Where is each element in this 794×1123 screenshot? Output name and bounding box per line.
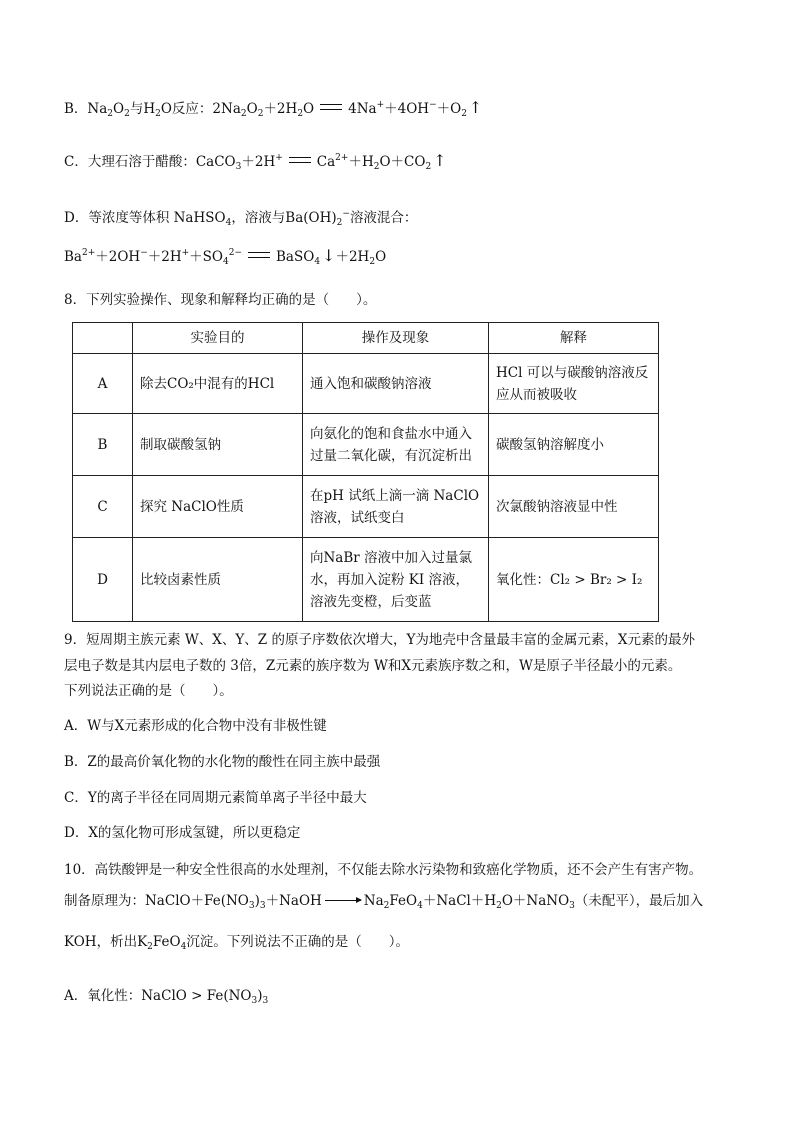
precipitate-down-arrow-icon: ↓ <box>322 246 336 265</box>
q10-option-a: A．氧化性：NaClO > $Fe(NO_3)_3$ <box>64 988 269 1006</box>
header-goal: 实验目的 <box>133 323 303 354</box>
q10-equation-line: 制备原理为：$NaClO+Fe(NO_3)_3+NaOH$ $Na_2FeO_4+NaCl+H_2O+NaNO_3$（未配平），最后加入 <box>64 893 704 911</box>
equals-sign <box>320 104 342 110</box>
row-operation: 在pH 试纸上滴一滴 NaClO溶液，试纸变白 <box>303 476 489 538</box>
row-goal: 除去CO₂中混有的HCl <box>133 354 303 414</box>
q9-option-b: B．Z的最高价氧化物的水化物的酸性在同主族中最强 <box>64 754 381 770</box>
q10-stem-line-3: KOH，析出$K_2FeO_4$沉淀。下列说法不正确的是（ ）。 <box>64 934 410 952</box>
row-goal: 比较卤素性质 <box>133 538 303 622</box>
row-operation: 向氨化的饱和食盐水中通入过量二氧化碳，有沉淀析出 <box>303 414 489 476</box>
q7-option-d: D．等浓度等体积 NaHSO$_4$，溶液与$Ba(OH)_2^-$溶液混合： <box>64 209 418 228</box>
row-label: A <box>73 354 133 414</box>
header-blank <box>73 323 133 354</box>
q8-table <box>72 322 659 622</box>
q10-stem-line-1: 10．高铁酸钾是一种安全性很高的水处理剂，不仅能去除水污染物和致癌化学物质，还不会产生有害产物。 <box>64 862 703 878</box>
q7-option-d-equation: $Ba^{2+}+2OH^-+2H^++SO_4^{2-}$ BaSO$_4$ $↓+2H_2O$ <box>64 246 387 267</box>
row-label: C <box>73 476 133 538</box>
row-explanation: HCl 可以与碳酸钠溶液反应从而被吸收 <box>489 354 659 414</box>
header-operation: 操作及现象 <box>303 323 489 354</box>
header-explanation: 解释 <box>489 323 659 354</box>
q9-stem-line-1: 9．短周期主族元素 W、X、Y、Z 的原子序数依次增大，Y为地壳中含量最丰富的金属元素，X元素的最外 <box>64 632 695 648</box>
row-explanation: 氧化性：Cl₂ > Br₂ > I₂ <box>489 538 659 622</box>
q7-option-c: C．大理石溶于醋酸：CaCO$_3$＋2H+ $Ca^{2+}+H_2O+CO_2$ ↑ <box>64 151 447 172</box>
row-explanation: 碳酸氢钠溶解度小 <box>489 414 659 476</box>
equals-sign <box>289 157 311 163</box>
q9-stem-line-2: 层电子数是其内层电子数的 3倍，Z元素的族序数为 W和X元素族序数之和，W是原子半径最小的元素。 <box>64 658 682 674</box>
q9-stem-line-3: 下列说法正确的是（ ）。 <box>64 683 233 699</box>
row-label: B <box>73 414 133 476</box>
equals-sign <box>248 252 270 258</box>
table-row <box>73 354 659 414</box>
row-operation: 通入饱和碳酸钠溶液 <box>303 354 489 414</box>
table-row <box>73 476 659 538</box>
q9-option-d: D．X的氢化物可形成氢键，所以更稳定 <box>64 825 301 841</box>
row-goal: 制取碳酸氢钠 <box>133 414 303 476</box>
table-header-row <box>73 323 659 354</box>
row-explanation: 次氯酸钠溶液显中性 <box>489 476 659 538</box>
gas-up-arrow-icon: ↑ <box>468 98 483 117</box>
row-operation: 向NaBr 溶液中加入过量氯水，再加入淀粉 KI 溶液，溶液先变橙，后变蓝 <box>303 538 489 622</box>
q7-option-b: B．$Na_2O_2$与$H_2O$反应：$2Na_2O_2+2H_2O$ $4Na^++4OH^-+O_2$ ↑ <box>64 98 483 119</box>
q9-option-c: C．Y的离子半径在同周期元素简单离子半径中最大 <box>64 790 367 806</box>
q8-stem: 8．下列实验操作、现象和解释均正确的是（ ）。 <box>64 292 377 308</box>
q9-option-a: A．W与X元素形成的化合物中没有非极性键 <box>64 718 327 734</box>
gas-up-arrow-icon: ↑ <box>433 151 447 170</box>
table-row <box>73 538 659 622</box>
table-row <box>73 414 659 476</box>
row-label: D <box>73 538 133 622</box>
row-goal: 探究 NaClO性质 <box>133 476 303 538</box>
reaction-arrow-icon <box>325 900 361 901</box>
